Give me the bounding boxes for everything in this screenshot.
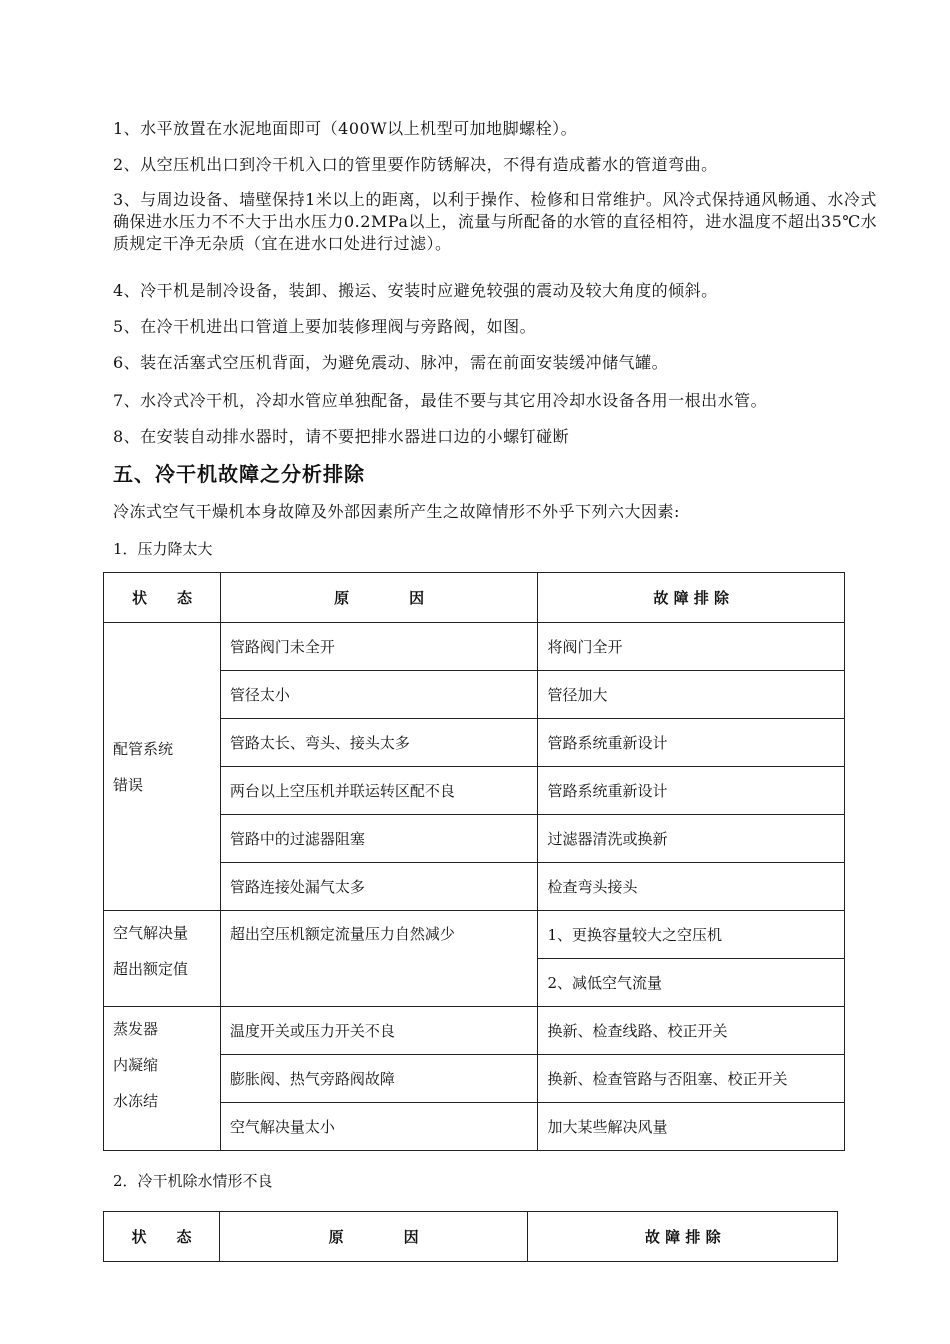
table2-header-row — [104, 1212, 838, 1262]
fix-cell: 换新、检查线路、校正开关 — [538, 1007, 845, 1055]
item-3: 3、与周边设备、墙壁保持1米以上的距离，以利于操作、检修和日常维护。风冷式保持通风畅通、水冷式确保进水压力不不大于出水压力0.2MPa以上，流量与所配备的水管的直径相符，进水温度不超出35℃水质规定干净无杂质（宜在进水口处进行过滤）。 — [113, 190, 878, 253]
header-cause: 原 因 — [220, 573, 538, 623]
item-4: 4、冷干机是制冷设备，装卸、搬运、安装时应避免较强的震动及较大角度的倾斜。 — [113, 281, 718, 300]
cause-cell: 空气解决量太小 — [220, 1103, 538, 1151]
state-cell — [104, 1007, 221, 1151]
state-text: 蒸发器 内凝缩 水冻结 — [113, 1020, 159, 1110]
cause-cell: 管路太长、弯头、接头太多 — [220, 719, 538, 767]
fix-cell: 加大某些解决风量 — [538, 1103, 845, 1151]
section-title: 五、冷干机故障之分析排除 — [113, 462, 365, 486]
table-row — [104, 911, 845, 959]
header-fix: 故 障 排 除 — [538, 573, 845, 623]
state-text: 配管系统 错误 — [113, 739, 174, 794]
table1-caption: 1．压力降太大 — [113, 540, 213, 558]
item-7: 7、水冷式冷干机，冷却水管应单独配备，最佳不要与其它用冷却水设备各用一根出水管。 — [113, 391, 768, 410]
fix-cell: 2、减低空气流量 — [538, 959, 845, 1007]
table-pressure-drop — [103, 572, 845, 1151]
item-1: 1、水平放置在水泥地面即可（400W以上机型可加地脚螺栓）。 — [113, 119, 578, 138]
fix-cell: 将阀门全开 — [538, 623, 845, 671]
fix-cell: 1、更换容量较大之空压机 — [538, 911, 845, 959]
fix-cell: 换新、检查管路与否阻塞、校正开关 — [538, 1055, 845, 1103]
header-state: 状 态 — [104, 573, 221, 623]
table2-caption: 2．冷干机除水情形不良 — [113, 1172, 273, 1190]
item-2: 2、从空压机出口到冷干机入口的管里要作防锈解决，不得有造成蓄水的管道弯曲。 — [113, 155, 718, 174]
cause-cell: 管径太小 — [220, 671, 538, 719]
table1-header-row — [104, 573, 845, 623]
state-text: 空气解决量 超出额定值 — [113, 924, 189, 978]
cause-cell: 管路中的过滤器阻塞 — [220, 815, 538, 863]
cause-cell: 两台以上空压机并联运转区配不良 — [220, 767, 538, 815]
cause-cell: 管路阀门未全开 — [220, 623, 538, 671]
fix-cell: 管径加大 — [538, 671, 845, 719]
cause-cell: 管路连接处漏气太多 — [220, 863, 538, 911]
state-cell — [104, 623, 221, 911]
fix-cell: 过滤器清洗或换新 — [538, 815, 845, 863]
item-5: 5、在冷干机进出口管道上要加装修理阀与旁路阀，如图。 — [113, 317, 537, 336]
table-row — [104, 623, 845, 671]
header-state: 状 态 — [104, 1212, 220, 1262]
fix-cell: 管路系统重新设计 — [538, 767, 845, 815]
item-6: 6、装在活塞式空压机背面，为避免震动、脉冲，需在前面安装缓冲储气罐。 — [113, 353, 669, 372]
fix-cell: 管路系统重新设计 — [538, 719, 845, 767]
header-fix: 故 障 排 除 — [528, 1212, 838, 1262]
item-8: 8、在安装自动排水器时，请不要把排水器进口边的小螺钉碰断 — [113, 427, 570, 446]
cause-cell: 超出空压机额定流量压力自然减少 — [220, 911, 538, 1007]
section-intro: 冷冻式空气干燥机本身故障及外部因素所产生之故障情形不外乎下列六大因素: — [113, 502, 680, 521]
state-cell — [104, 911, 221, 1007]
table-poor-drainage — [103, 1211, 838, 1262]
header-cause: 原 因 — [219, 1212, 528, 1262]
fix-cell: 检查弯头接头 — [538, 863, 845, 911]
cause-cell: 温度开关或压力开关不良 — [220, 1007, 538, 1055]
cause-cell: 膨胀阀、热气旁路阀故障 — [220, 1055, 538, 1103]
table-row — [104, 1007, 845, 1055]
